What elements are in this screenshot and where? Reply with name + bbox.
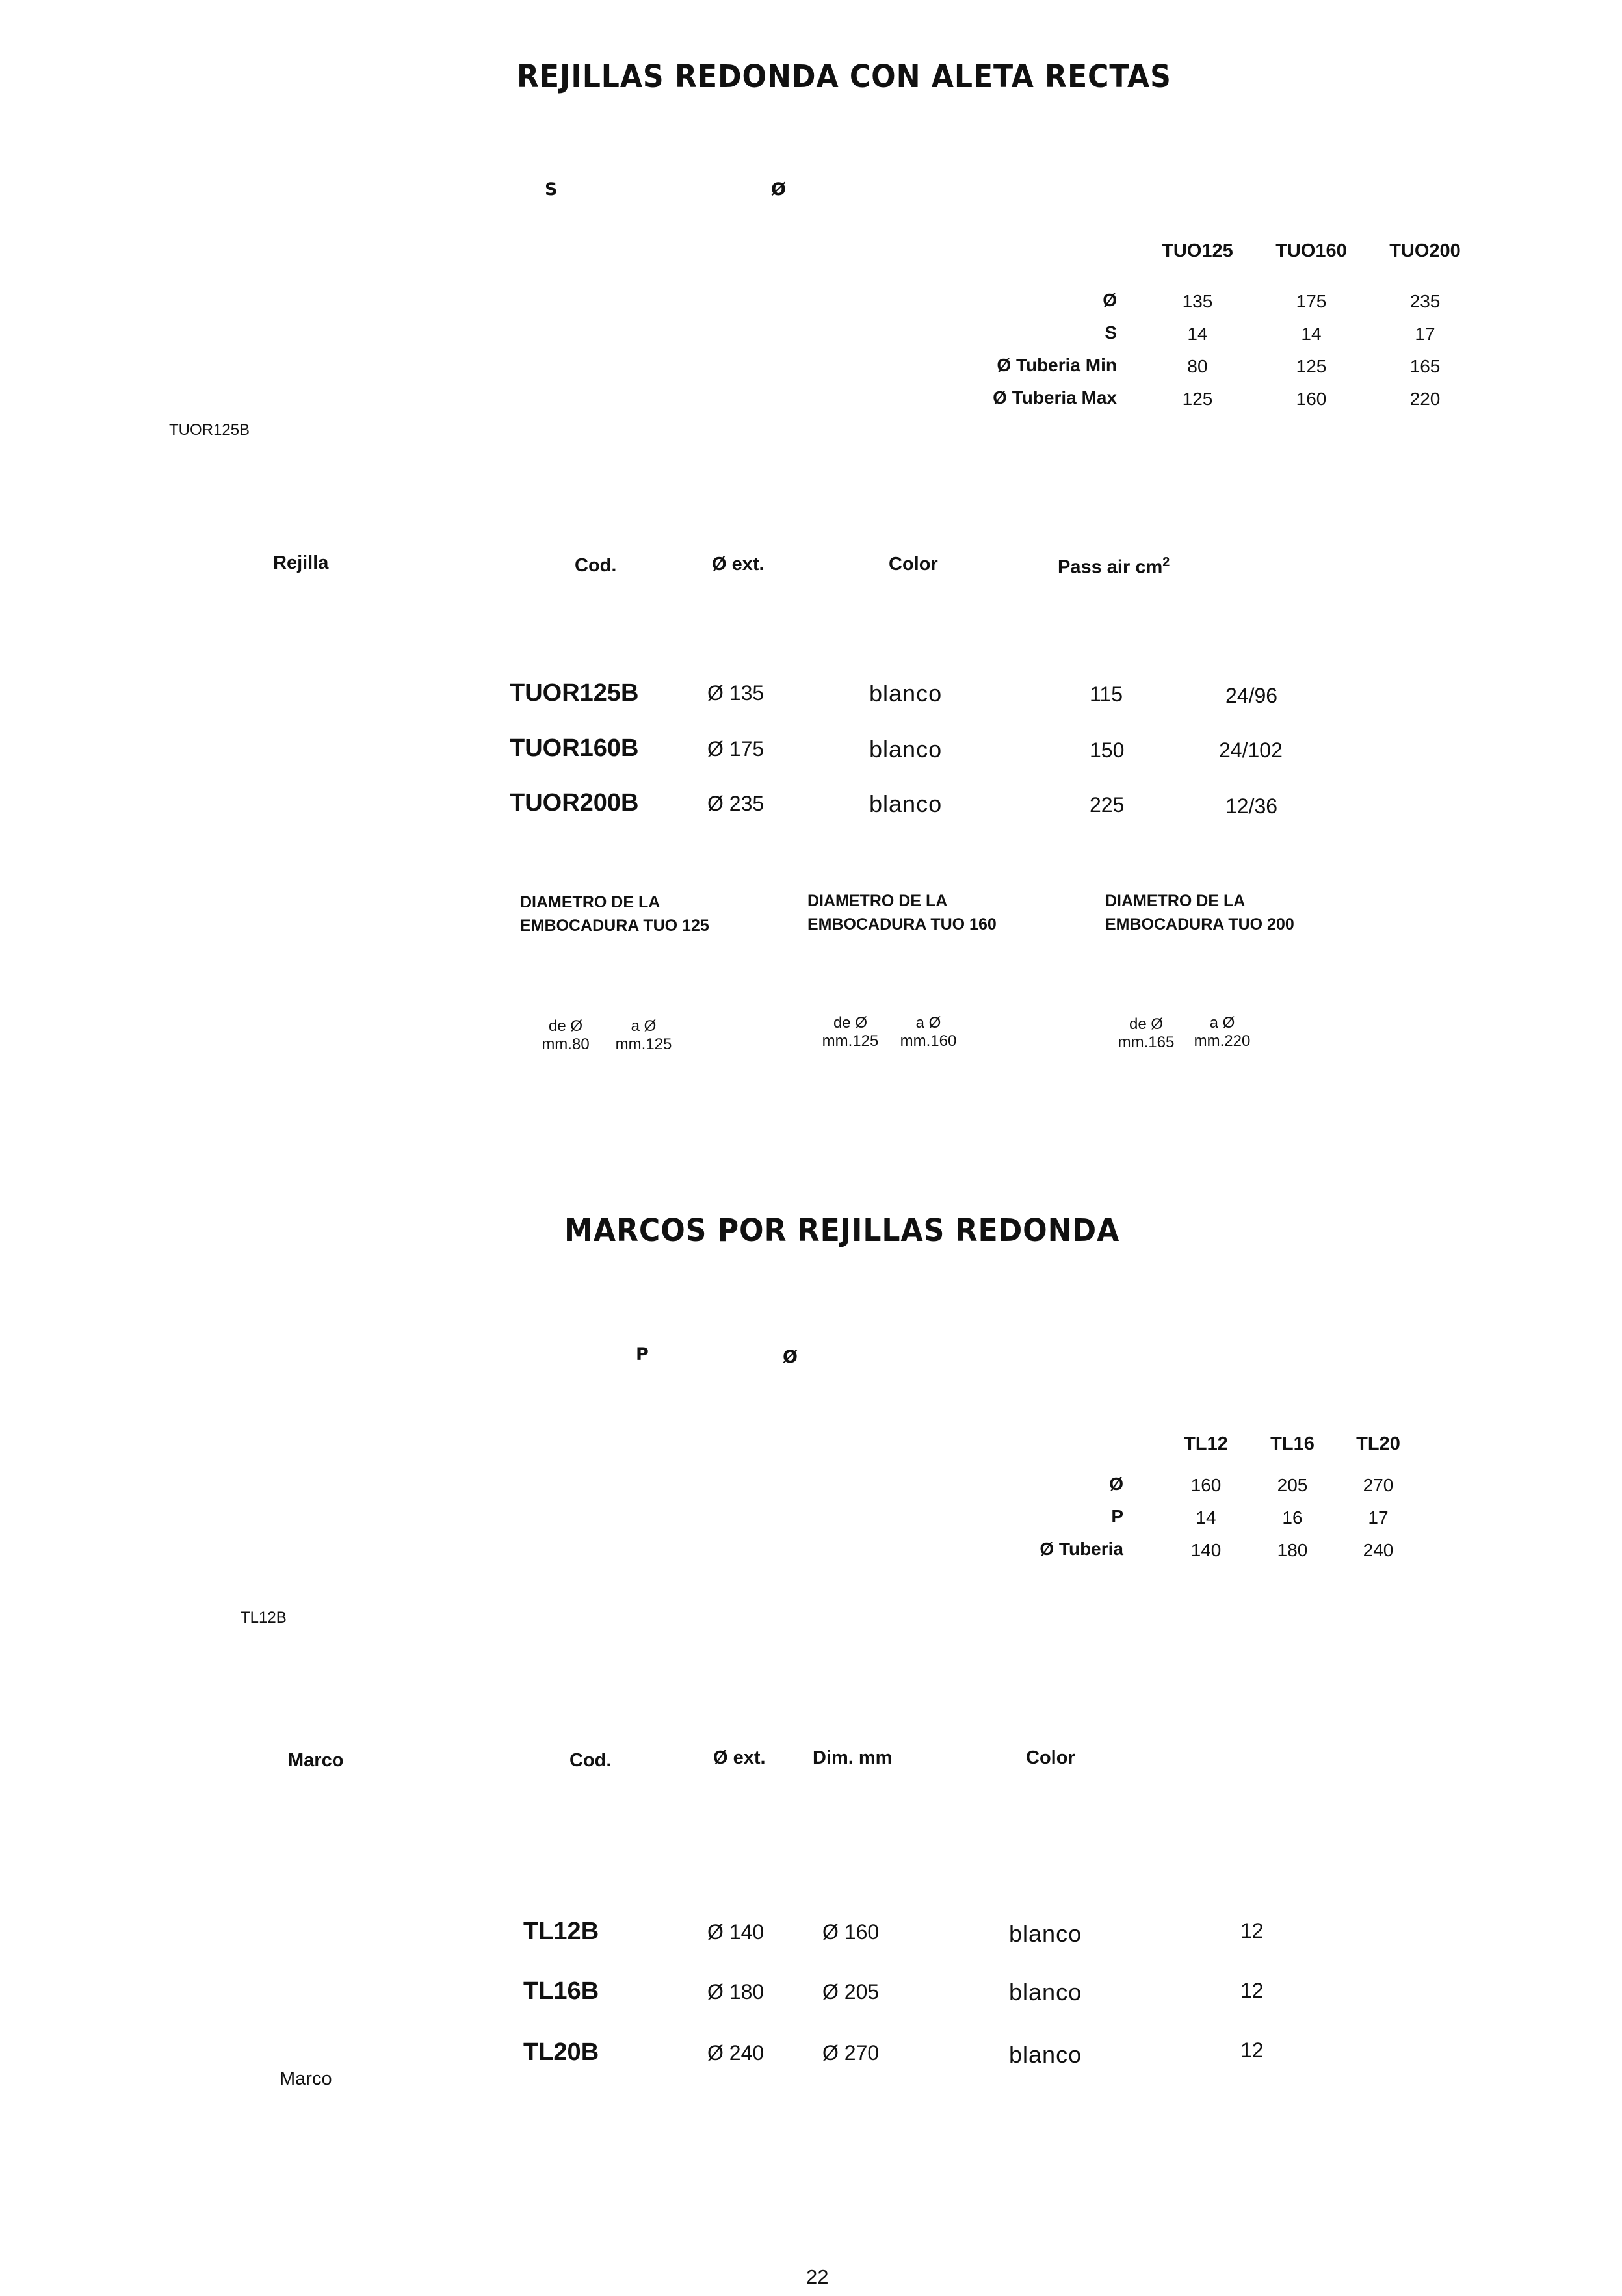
row-label: Ø Tuberia Min	[997, 355, 1117, 375]
diagram-label-diameter: Ø	[771, 179, 786, 200]
range-to	[896, 1014, 961, 1050]
product-code: TL16B	[523, 1977, 599, 2005]
product-code: TL12B	[523, 1918, 599, 1945]
section2-title: MARCOS POR REJILLAS REDONDA	[564, 1212, 1120, 1249]
image-caption: TL12B	[241, 1609, 287, 1626]
dimensions-table	[975, 1433, 1443, 1576]
range-to-bottom: mm.125	[615, 1036, 672, 1053]
range-from-top: de Ø	[1129, 1015, 1164, 1033]
table-cell: 80	[1187, 356, 1208, 376]
column-header: TL20	[1356, 1433, 1400, 1454]
range-to-top: a Ø	[631, 1017, 657, 1035]
product-code: TUOR200B	[510, 789, 639, 816]
diagram-label-s: S	[545, 179, 558, 200]
table-cell: 16	[1282, 1507, 1303, 1528]
table-cell: 180	[1277, 1540, 1308, 1560]
header-ext: Ø ext.	[713, 1747, 766, 1768]
range-from-bottom: mm.165	[1118, 1034, 1175, 1051]
product-color: blanco	[869, 790, 943, 817]
range-to	[611, 1017, 676, 1054]
table-cell: 160	[1296, 389, 1327, 409]
product-pass: 115	[1090, 683, 1123, 706]
product-pack: 24/96	[1225, 684, 1278, 707]
dimensions-table	[975, 241, 1482, 423]
table-cell: 240	[1363, 1540, 1394, 1560]
column-header: TL16	[1270, 1433, 1315, 1454]
product-code: TL20B	[523, 2039, 599, 2066]
product-pass: 225	[1090, 793, 1125, 816]
product-color: blanco	[1009, 1920, 1082, 1947]
row-label: Ø	[1109, 1474, 1123, 1494]
range-from-bottom: mm.125	[822, 1032, 879, 1050]
product-dim: Ø 270	[822, 2041, 880, 2065]
range-from	[536, 1017, 595, 1054]
range-from-top: de Ø	[548, 1017, 583, 1035]
embocadura-line2: EMBOCADURA TUO 160	[807, 915, 997, 933]
table-cell: 235	[1409, 291, 1441, 311]
row-label: Ø Tuberia	[1040, 1539, 1123, 1559]
page-number: 22	[806, 2265, 829, 2288]
table-cell: 205	[1277, 1475, 1308, 1495]
product-color: blanco	[1009, 1979, 1082, 2005]
product-code: TUOR160B	[510, 735, 639, 762]
product-color: blanco	[869, 736, 943, 763]
table-cell: 160	[1190, 1475, 1222, 1495]
range-from	[818, 1014, 883, 1050]
embocadura-description	[1105, 889, 1326, 936]
table-cell: 175	[1296, 291, 1327, 311]
table-cell: 135	[1182, 291, 1213, 311]
product-ext: Ø 135	[707, 681, 765, 705]
range-from-top: de Ø	[833, 1014, 868, 1032]
table-cell: 270	[1363, 1475, 1394, 1495]
product-pack: 12	[1240, 1979, 1264, 2002]
embocadura-line2: EMBOCADURA TUO 200	[1105, 915, 1294, 933]
product-ext: Ø 240	[707, 2041, 765, 2065]
range-to	[1190, 1014, 1255, 1050]
table-cell: 17	[1415, 324, 1435, 344]
product-pack: 24/102	[1219, 738, 1283, 762]
header-pass-air	[1058, 555, 1170, 579]
table-cell: 165	[1409, 356, 1441, 376]
table-cell: 125	[1182, 389, 1213, 409]
image-caption: TUOR125B	[169, 421, 250, 439]
column-header: TUO160	[1275, 241, 1347, 261]
table-cell: 125	[1296, 356, 1327, 376]
header-dim: Dim. mm	[813, 1747, 893, 1768]
table-cell: 14	[1187, 324, 1208, 344]
column-header: TL12	[1184, 1433, 1228, 1454]
row-label: Ø Tuberia Max	[993, 387, 1117, 408]
product-pass: 150	[1090, 738, 1125, 762]
range-to-bottom: mm.220	[1194, 1032, 1251, 1050]
embocadura-description	[520, 891, 741, 937]
range-to-bottom: mm.160	[900, 1032, 957, 1050]
table-cell: 14	[1301, 324, 1322, 344]
product-ext: Ø 140	[707, 1920, 765, 1944]
row-label: P	[1111, 1506, 1123, 1526]
column-header: TUO125	[1162, 241, 1233, 261]
embocadura-line1: DIAMETRO DE LA	[807, 892, 948, 910]
header-cod: Cod.	[569, 1750, 612, 1771]
row-label: Ø	[1103, 290, 1117, 310]
header-cod: Cod.	[575, 555, 617, 576]
range-to-top: a Ø	[1209, 1014, 1235, 1032]
range-to-top: a Ø	[915, 1014, 941, 1032]
diagram-label-diameter: Ø	[783, 1347, 798, 1367]
row-label: S	[1105, 322, 1117, 343]
product-pack: 12	[1240, 2039, 1264, 2062]
row-label-rejilla: Rejilla	[273, 553, 329, 573]
header-pass-air-text: Pass air cm	[1058, 556, 1163, 578]
product-ext: Ø 235	[707, 792, 765, 815]
diagram-label-p: P	[636, 1344, 649, 1364]
range-from-bottom: mm.80	[542, 1036, 590, 1053]
range-from	[1114, 1015, 1179, 1052]
row-label-marco: Marco	[288, 1750, 344, 1771]
table-cell: 140	[1190, 1540, 1222, 1560]
table-cell: 17	[1368, 1507, 1389, 1528]
product-code: TUOR125B	[510, 679, 639, 707]
table-cell: 220	[1409, 389, 1441, 409]
header-ext: Ø ext.	[712, 554, 765, 575]
product-ext: Ø 180	[707, 1980, 765, 2003]
embocadura-line2: EMBOCADURA TUO 125	[520, 917, 709, 935]
product-ext: Ø 175	[707, 737, 765, 761]
header-color: Color	[1026, 1747, 1075, 1768]
product-pack: 12	[1240, 1919, 1264, 1942]
bottom-label-marco: Marco	[280, 2068, 332, 2089]
embocadura-line1: DIAMETRO DE LA	[1105, 892, 1246, 910]
product-color: blanco	[1009, 2041, 1082, 2068]
product-color: blanco	[869, 680, 943, 707]
header-pass-air-superscript: 2	[1162, 555, 1170, 569]
column-header: TUO200	[1389, 241, 1461, 261]
product-pack: 12/36	[1225, 794, 1278, 818]
embocadura-line1: DIAMETRO DE LA	[520, 893, 661, 911]
product-dim: Ø 205	[822, 1980, 880, 2003]
section1-title: REJILLAS REDONDA CON ALETA RECTAS	[517, 59, 1171, 95]
product-dim: Ø 160	[822, 1920, 880, 1944]
table-cell: 14	[1196, 1507, 1216, 1528]
embocadura-description	[807, 889, 1028, 936]
header-color: Color	[889, 554, 938, 575]
